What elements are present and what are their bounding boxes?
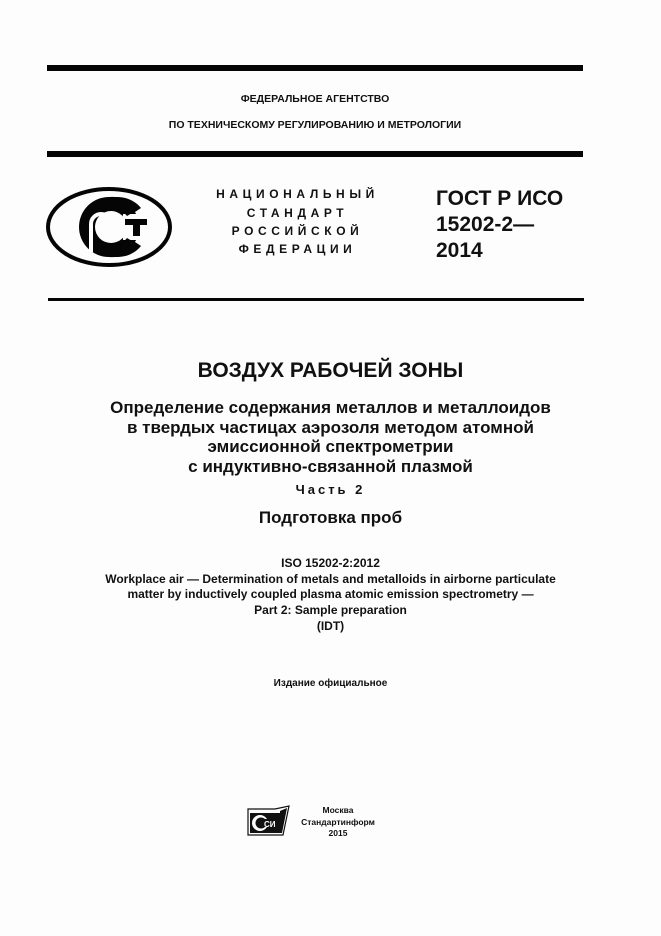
iso-title-line: matter by inductively coupled plasma atomic emission spectrometry —: [127, 587, 534, 602]
national-standard-line: РОССИЙСКОЙ: [231, 224, 364, 238]
standard-designation: ГОСТ Р ИСО: [436, 187, 564, 210]
standard-designation: 15202-2—: [436, 213, 535, 236]
standartinform-logo-icon: [245, 805, 292, 838]
document-subtitle: [0, 398, 661, 476]
top-rule: [47, 65, 583, 71]
national-standard-line: СТАНДАРТ: [246, 206, 349, 220]
subtitle-line: эмиссионной спектрометрии: [207, 437, 454, 456]
subtitle-line: в твердых частицах аэрозоля методом атомной: [126, 417, 534, 437]
edition-label: Издание официальное: [273, 678, 388, 689]
iso-part-line: Part 2: Sample preparation: [254, 603, 407, 618]
svg-text:СИ: СИ: [264, 820, 276, 829]
iso-number: ISO 15202-2:2012: [281, 556, 380, 570]
publisher-city: Москва: [322, 805, 354, 815]
middle-rule: [47, 151, 583, 157]
publisher-name: Стандартинформ: [301, 816, 375, 827]
agency-line-1: ФЕДЕРАЛЬНОЕ АГЕНТСТВО: [240, 93, 390, 105]
iso-reference: [0, 556, 661, 635]
subtitle-line: Определение содержания металлов и металлоидов: [110, 398, 551, 417]
standard-designation: 2014: [436, 239, 483, 262]
subtitle-line: с индуктивно-связанной плазмой: [188, 456, 473, 476]
publication-year: 2015: [328, 828, 348, 838]
document-title: ВОЗДУХ РАБОЧЕЙ ЗОНЫ: [197, 359, 464, 382]
agency-line-2: ПО ТЕХНИЧЕСКОМУ РЕГУЛИРОВАНИЮ И МЕТРОЛОГИИ: [168, 119, 462, 131]
bottom-rule: [48, 298, 584, 301]
part-title: Подготовка проб: [258, 508, 403, 527]
iso-title-line: Workplace air — Determination of metals and metalloids in airborne particulate: [105, 571, 556, 586]
rst-gost-logo-icon: [45, 186, 173, 268]
identity-degree: (IDT): [316, 618, 345, 633]
national-standard-line: НАЦИОНАЛЬНЫЙ: [216, 187, 379, 201]
part-number: Часть 2: [295, 482, 366, 497]
publisher-info: [290, 805, 386, 840]
national-standard-line: ФЕДЕРАЦИИ: [238, 242, 357, 256]
